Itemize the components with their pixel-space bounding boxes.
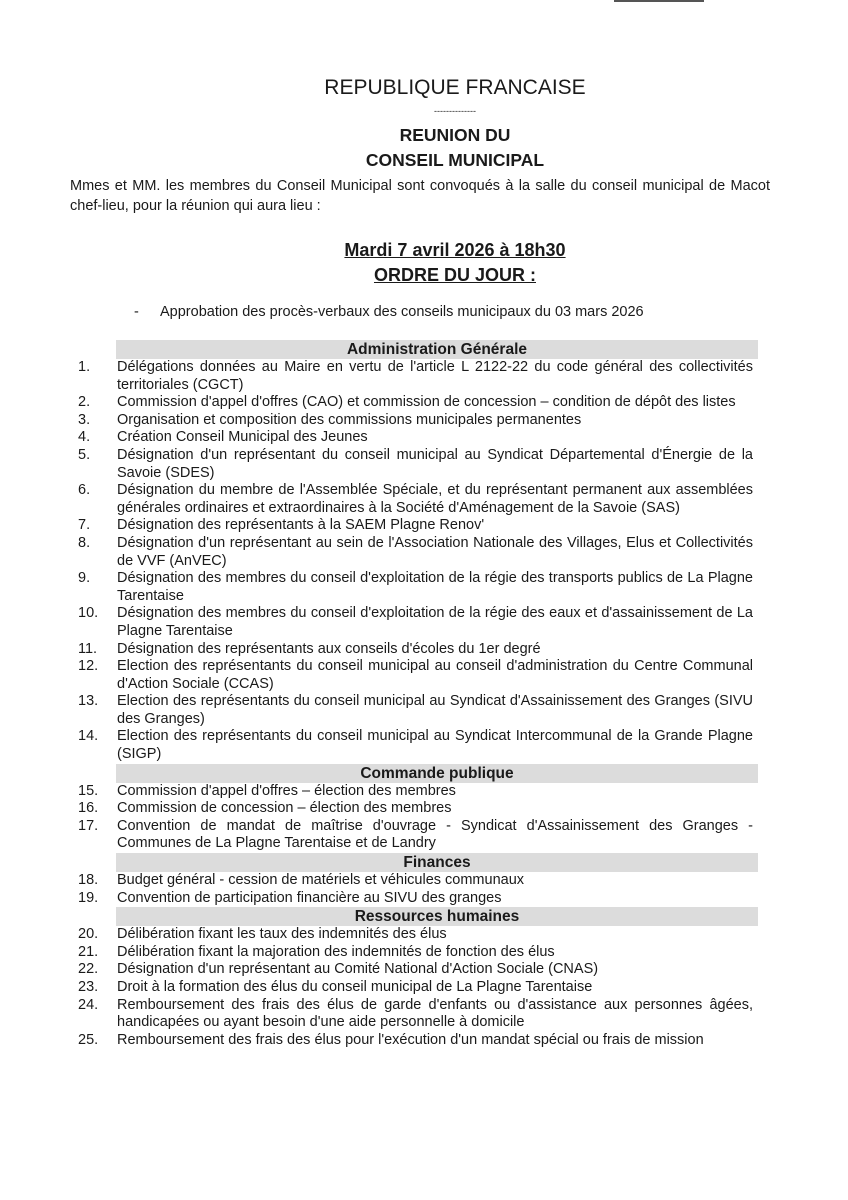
agenda-item-number: 22. [78,961,99,978]
agenda-item-number: 18. [78,872,99,889]
agenda-item [70,800,760,818]
meeting-title-line2: CONSEIL MUNICIPAL [365,150,545,170]
agenda-item [70,570,760,605]
meeting-title-line1: REUNION DU [399,125,511,145]
bullet-dash: - [134,304,139,320]
agenda-item-text: Commission d'appel d'offres – élection des membres [117,782,456,799]
agenda-item-text: Création Conseil Municipal des Jeunes [117,429,368,446]
agenda-item-number: 20. [78,926,99,943]
agenda-item-number: 23. [78,979,99,995]
agenda-item [70,944,760,962]
agenda-item-number: 21. [78,943,99,960]
agenda-item [70,517,760,535]
agenda-item [70,482,760,517]
agenda-item-number: 15. [78,782,99,799]
agenda-item-text: Remboursement des frais des élus pour l'exécution d'un mandat spécial ou frais de mission [117,1031,704,1048]
agenda-item-text: Désignation des représentants aux conseils d'écoles du 1er degré [117,640,541,657]
agenda-item-number: 12. [78,658,99,675]
agenda-item-text: Désignation des représentants à la SAEM Plagne Renov' [117,517,485,534]
agenda-item-number: 5. [78,446,91,463]
agenda-item-number: 16. [78,800,99,817]
agenda-item-text: Désignation d'un représentant au sein de l'Association Nationale des Villages, Elus et Collectivités de VVF (AnVEC) [117,534,753,569]
agenda-item-number: 3. [78,411,91,428]
preliminary-item [134,304,644,320]
agenda-item-number: 17. [78,817,99,834]
agenda-item-number: 10. [78,605,99,622]
preliminary-text: Approbation des procès-verbaux des conseils municipaux du 03 mars 2026 [160,304,644,320]
section-header: Finances [116,853,758,872]
agenda-item-text: Budget général - cession de matériels et véhicules communaux [117,872,525,889]
country-title: REPUBLIQUE FRANCAISE [324,76,586,99]
agenda-item [70,412,760,430]
agenda-item-text: Délibération fixant les taux des indemnités des élus [117,926,447,943]
agenda-item-text: Remboursement des frais des élus de garde d'enfants ou d'assistance aux personnes âgées, handicapées ou ayant besoin d'une aide personnelle à domicile [117,996,753,1031]
agenda-item-number: 25. [78,1031,99,1048]
agenda-item [70,535,760,570]
agenda-item-number: 9. [78,570,91,587]
meeting-date: Mardi 7 avril 2026 à 18h30 [344,240,566,260]
agenda-item [70,447,760,482]
agenda-item [70,890,760,908]
agenda-item-text: Droit à la formation des élus du conseil municipal de La Plagne Tarentaise [117,979,593,995]
agenda-item-number: 7. [78,517,91,534]
agenda-item [70,429,760,447]
agenda-item-number: 13. [78,693,99,710]
agenda-item-text: Délégations données au Maire en vertu de l'article L 2122-22 du code général des collectivités territoriales (CGCT) [117,359,753,393]
agenda-item-text: Délibération fixant la majoration des indemnités de fonction des élus [117,943,555,960]
scan-artifact-line [614,0,704,2]
agenda-item-text: Commission d'appel d'offres (CAO) et commission de concession – condition de dépôt des listes [117,394,736,411]
agenda-item [70,979,760,997]
agenda-item-number: 6. [78,482,91,499]
agenda-item-text: Organisation et composition des commissions municipales permanentes [117,411,582,428]
agenda-item-number: 24. [78,996,99,1013]
agenda-item-text: Désignation du membre de l'Assemblée Spéciale, et du représentant permanent aux assemblées générales ordinaires et extraordinaires à la Société d'Aménagement de la Savoie (SAS) [117,482,753,516]
agenda-item-number: 8. [78,534,91,551]
agenda-item-text: Désignation d'un représentant du conseil municipal au Syndicat Départemental d'Énergie de la Savoie (SDES) [117,446,753,481]
agenda-item-number: 11. [78,640,98,657]
agenda-list [70,340,760,1049]
agenda-item [70,1032,760,1050]
section-header: Ressources humaines [116,907,758,926]
agenda-item-text: Commission de concession – élection des membres [117,800,452,817]
agenda-item-number: 14. [78,728,99,745]
agenda-item-text: Election des représentants du conseil municipal au Syndicat d'Assainissement des Granges (SIVU des Granges) [117,693,753,727]
agenda-item-text: Désignation des membres du conseil d'exploitation de la régie des transports publics de La Plagne Tarentaise [117,570,753,604]
agenda-title: ORDRE DU JOUR : [373,265,536,285]
agenda-item [70,818,760,853]
agenda-item [70,961,760,979]
section-header: Commande publique [116,764,758,783]
agenda-item [70,728,760,763]
agenda-item [70,872,760,890]
agenda-item [70,641,760,659]
agenda-item [70,359,760,394]
agenda-item [70,394,760,412]
agenda-item-number: 4. [78,429,91,446]
agenda-item [70,693,760,728]
convocation-text: Mmes et MM. les membres du Conseil Municipal sont convoqués à la salle du conseil municipal de Macot chef-lieu, pour la réunion qui aura lieu : [70,178,770,214]
agenda-item-number: 1. [78,359,91,375]
agenda-item-text: Désignation des membres du conseil d'exploitation de la régie des eaux et d'assainissement de La Plagne Tarentaise [117,605,753,639]
agenda-item-text: Convention de participation financière au SIVU des granges [117,889,502,906]
agenda-item [70,658,760,693]
agenda-item [70,926,760,944]
agenda-item-text: Convention de mandat de maîtrise d'ouvrage - Syndicat d'Assainissement des Granges - Communes de La Plagne Tarentaise et de Landry [117,817,753,852]
title-separator: -------------- [434,106,476,116]
agenda-item-text: Election des représentants du conseil municipal au conseil d'administration du Centre Communal d'Action Sociale (CCAS) [117,658,753,692]
section-header: Administration Générale [116,340,758,359]
agenda-item [70,605,760,640]
agenda-item-text: Election des représentants du conseil municipal au Syndicat Intercommunal de la Grande Plagne (SIGP) [117,728,753,763]
agenda-item-text: Désignation d'un représentant au Comité National d'Action Sociale (CNAS) [117,961,599,978]
agenda-item-number: 2. [78,394,91,411]
agenda-item [70,783,760,801]
agenda-item-number: 19. [78,889,99,906]
agenda-item [70,997,760,1032]
